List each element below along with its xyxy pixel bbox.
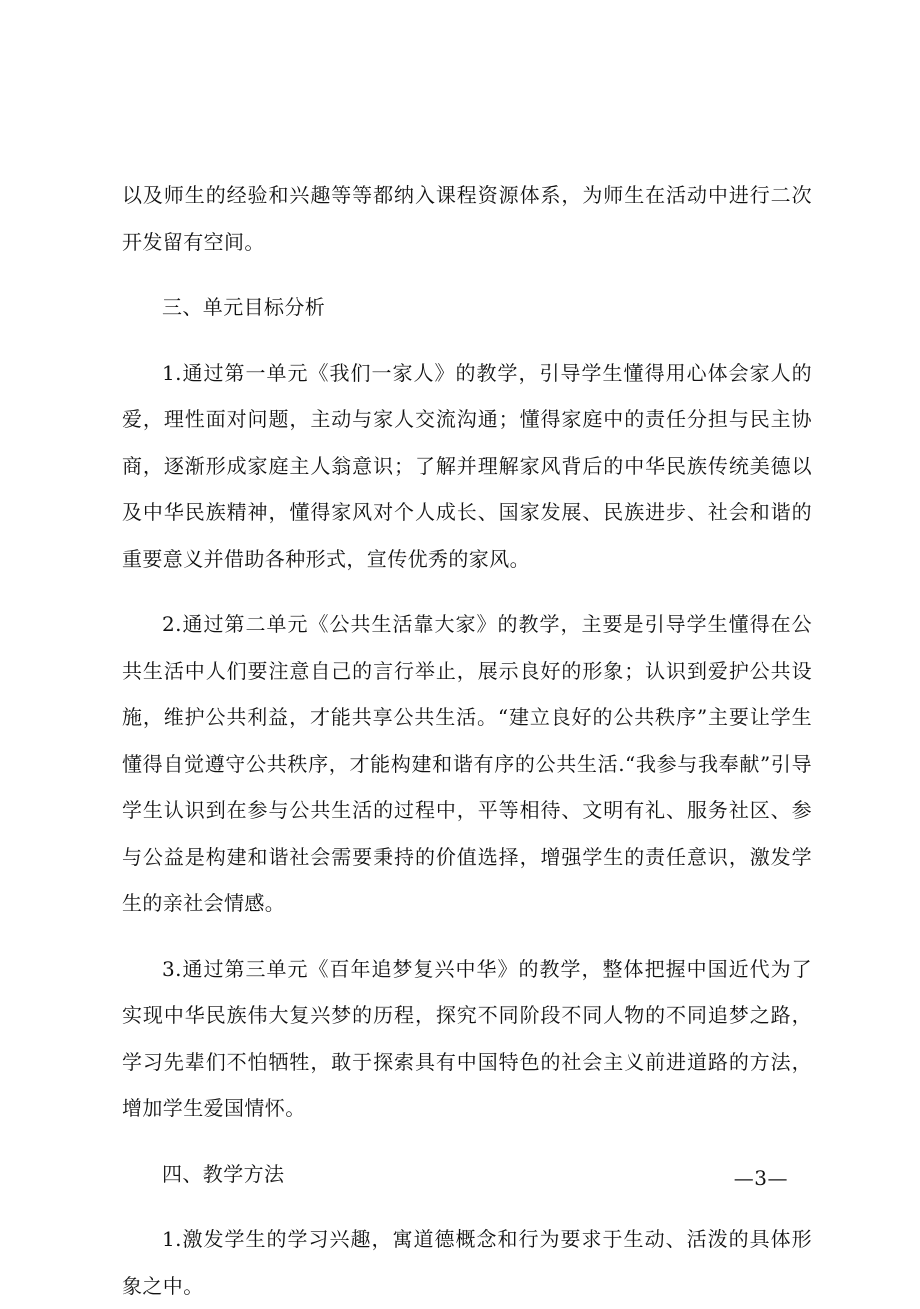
page-number: —3— <box>733 1166 788 1190</box>
paragraph-resources-continued: 以及师生的经验和兴趣等等都纳入课程资源体系，为师生在活动中进行二次开发留有空间。 <box>122 183 812 254</box>
paragraph-goal-unit-1: 1.通过第一单元《我们一家人》的教学，引导学生懂得用心体会家人的爱，理性面对问题，主动与家人交流沟通；懂得家庭中的责任分担与民主协商，逐渐形成家庭主人翁意识；了解并理解家风背后的中华民族传统美德以及中华民族精神，懂得家风对个人成长、国家发展、民族进步、社会和谐的重要意义并借助各种形式，宣传优秀的家风。 <box>122 360 812 571</box>
document-body <box>122 172 812 1309</box>
paragraph-method-1: 1.激发学生的学习兴趣，寓道德概念和行为要求于生动、活泼的具体形象之中。 <box>122 1227 812 1298</box>
paragraph-goal-unit-3: 3.通过第三单元《百年追梦复兴中华》的教学，整体把握中国近代为了实现中华民族伟大复兴梦的历程，探究不同阶段不同人物的不同追梦之路，学习先辈们不怕牺牲，敢于探索具有中国特色的社会主义前进道路的方法，增加学生爱国情怀。 <box>122 956 812 1120</box>
paragraph-goal-unit-2: 2.通过第二单元《公共生活靠大家》的教学，主要是引导学生懂得在公共生活中人们要注意自己的言行举止，展示良好的形象；认识到爱护公共设施，维护公共利益，才能共享公共生活。“建立良好的公共秩序”主要让学生懂得自觉遵守公共秩序，才能构建和谐有序的公共生活.“我参与我奉献”引导学生认识到在参与公共生活的过程中，平等相待、文明有礼、服务社区、参与公益是构建和谐社会需要秉持的价值选择，增强学生的责任意识，激发学生的亲社会情感。 <box>122 612 812 915</box>
heading-unit-goals: 三、单元目标分析 <box>162 295 326 319</box>
heading-teaching-methods: 四、教学方法 <box>162 1161 285 1186</box>
